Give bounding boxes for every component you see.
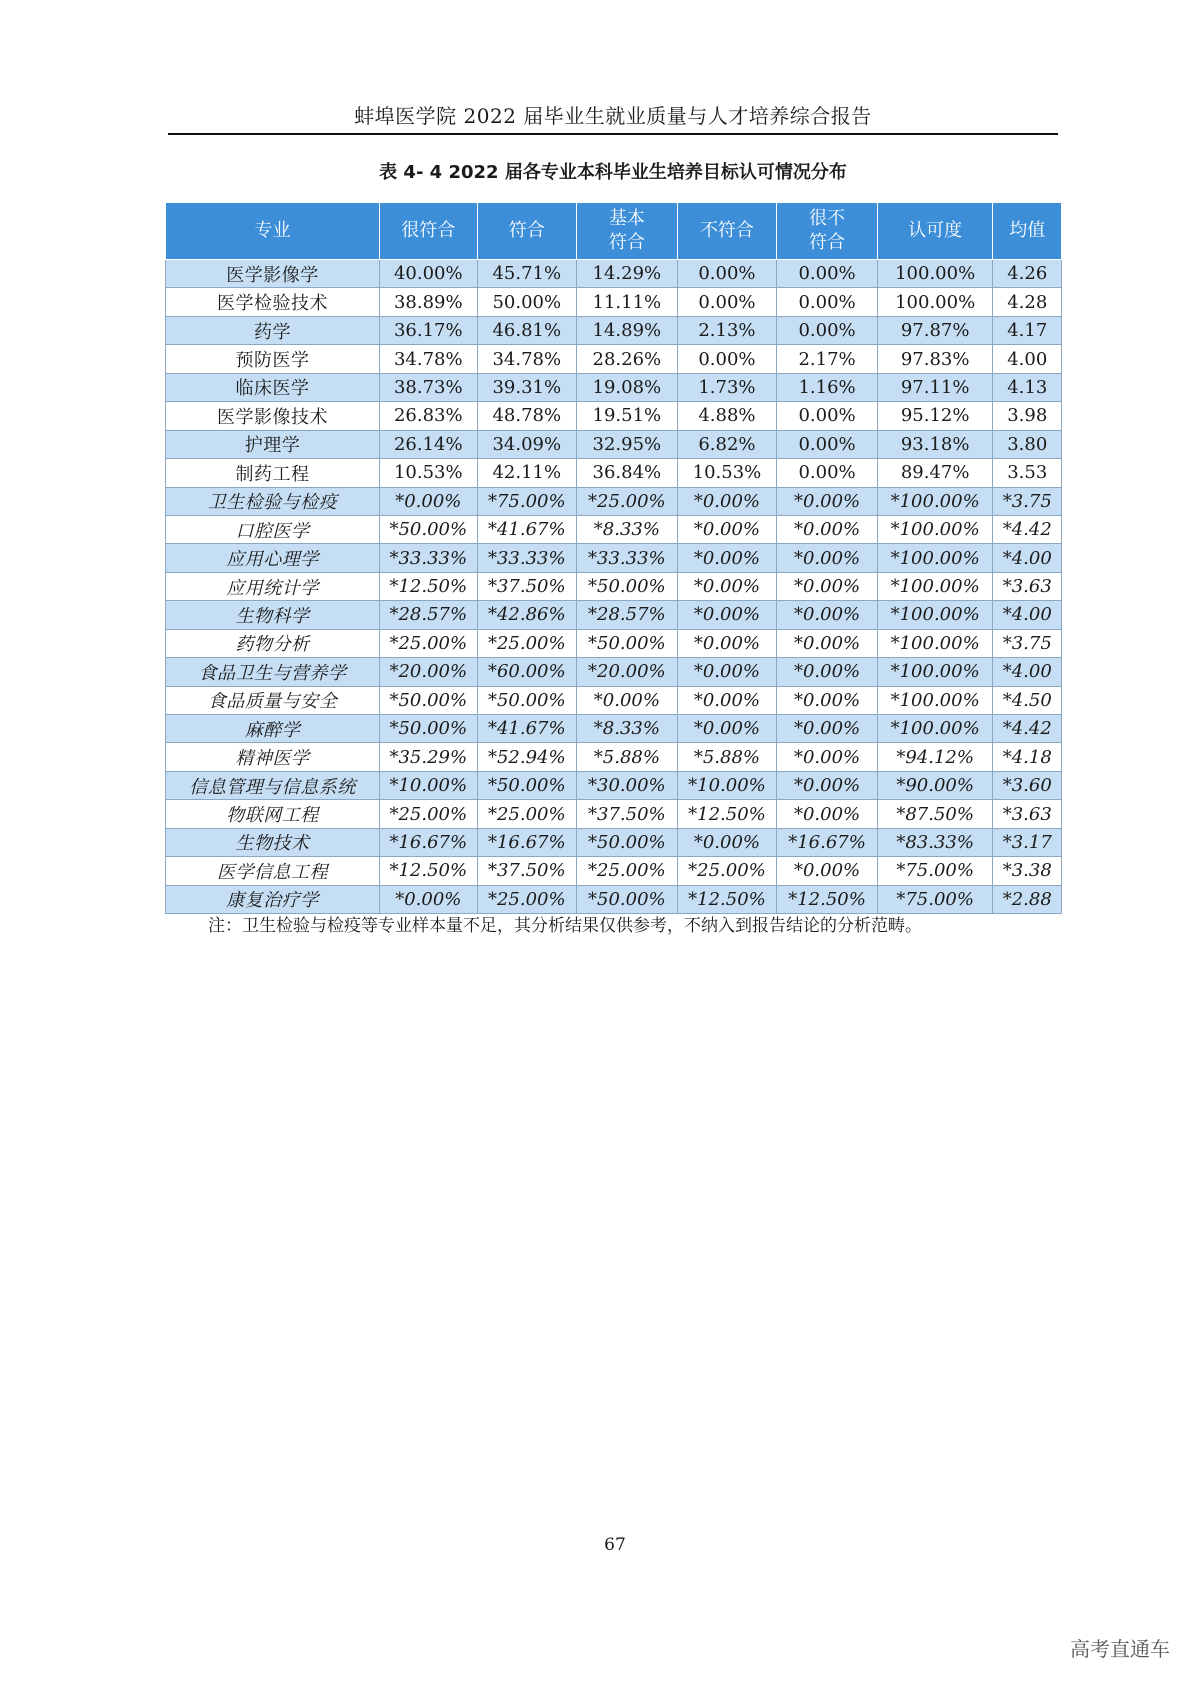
not-match-cell: *25.00% [677, 857, 777, 885]
very-match-cell: 38.89% [380, 288, 477, 316]
table-row [166, 686, 1062, 714]
match-cell: *16.67% [477, 828, 577, 856]
basic-match-cell: *30.00% [577, 771, 678, 799]
basic-match-cell: *28.57% [577, 601, 678, 629]
match-cell: *25.00% [477, 800, 577, 828]
recognition-cell: 97.87% [877, 316, 993, 344]
match-cell: *37.50% [477, 572, 577, 600]
recognition-cell: *100.00% [877, 658, 993, 686]
page-header: 蚌埠医学院 2022 届毕业生就业质量与人才培养综合报告 [354, 104, 872, 128]
mean-cell: 4.28 [993, 288, 1062, 316]
mean-cell: *3.63 [993, 572, 1062, 600]
not-match-cell: 2.13% [677, 316, 777, 344]
very-match-cell: *25.00% [380, 800, 477, 828]
mean-cell: *3.63 [993, 800, 1062, 828]
not-match-cell: *12.50% [677, 885, 777, 913]
very-match-cell: 40.00% [380, 260, 477, 288]
column-header: 认可度 [877, 203, 993, 260]
recognition-cell: *100.00% [877, 515, 993, 543]
match-cell: 34.09% [477, 430, 577, 458]
not-match-cell: *12.50% [677, 800, 777, 828]
basic-match-cell: *20.00% [577, 658, 678, 686]
mean-cell: *4.00 [993, 544, 1062, 572]
basic-match-cell: *50.00% [577, 828, 678, 856]
very-match-cell: *12.50% [380, 857, 477, 885]
very-match-cell: *12.50% [380, 572, 477, 600]
very-match-cell: *35.29% [380, 743, 477, 771]
basic-match-cell: 14.89% [577, 316, 678, 344]
recognition-cell: *100.00% [877, 572, 993, 600]
table-row [166, 857, 1062, 885]
very-not-match-cell: *0.00% [777, 515, 878, 543]
recognition-cell: 100.00% [877, 288, 993, 316]
very-not-match-cell: 0.00% [777, 459, 878, 487]
very-match-cell: *50.00% [380, 715, 477, 743]
recognition-cell: *100.00% [877, 629, 993, 657]
match-cell: *52.94% [477, 743, 577, 771]
very-not-match-cell: 0.00% [777, 402, 878, 430]
major-cell: 信息管理与信息系统 [166, 771, 380, 799]
not-match-cell: 10.53% [677, 459, 777, 487]
major-cell: 生物技术 [166, 828, 380, 856]
not-match-cell: *0.00% [677, 572, 777, 600]
recognition-cell: *75.00% [877, 857, 993, 885]
very-not-match-cell: *0.00% [777, 715, 878, 743]
not-match-cell: *0.00% [677, 544, 777, 572]
major-cell: 康复治疗学 [166, 885, 380, 913]
recognition-cell: 97.83% [877, 345, 993, 373]
not-match-cell: 4.88% [677, 402, 777, 430]
table-row [166, 430, 1062, 458]
mean-cell: *3.75 [993, 487, 1062, 515]
major-cell: 医学信息工程 [166, 857, 380, 885]
very-not-match-cell: *0.00% [777, 629, 878, 657]
match-cell: 45.71% [477, 260, 577, 288]
table-header-row [166, 203, 1062, 260]
column-header: 均值 [993, 203, 1062, 260]
major-cell: 医学影像学 [166, 260, 380, 288]
table-row [166, 515, 1062, 543]
mean-cell: *3.75 [993, 629, 1062, 657]
table-row [166, 459, 1062, 487]
table-row [166, 402, 1062, 430]
table-row [166, 345, 1062, 373]
basic-match-cell: *25.00% [577, 487, 678, 515]
mean-cell: *4.50 [993, 686, 1062, 714]
match-cell: *50.00% [477, 771, 577, 799]
not-match-cell: *0.00% [677, 715, 777, 743]
major-cell: 应用统计学 [166, 572, 380, 600]
very-not-match-cell: *0.00% [777, 487, 878, 515]
table-footnote: 注：卫生检验与检疫等专业样本量不足，其分析结果仅供参考，不纳入到报告结论的分析范畴。 [208, 916, 922, 936]
match-cell: 34.78% [477, 345, 577, 373]
basic-match-cell: *8.33% [577, 715, 678, 743]
very-match-cell: 26.83% [380, 402, 477, 430]
not-match-cell: 1.73% [677, 373, 777, 401]
recognition-cell: *100.00% [877, 487, 993, 515]
recognition-cell: *90.00% [877, 771, 993, 799]
recognition-cell: *94.12% [877, 743, 993, 771]
not-match-cell: 6.82% [677, 430, 777, 458]
table-row [166, 316, 1062, 344]
major-cell: 食品卫生与营养学 [166, 658, 380, 686]
very-not-match-cell: *0.00% [777, 572, 878, 600]
major-cell: 药物分析 [166, 629, 380, 657]
very-match-cell: 26.14% [380, 430, 477, 458]
mean-cell: *4.42 [993, 715, 1062, 743]
very-not-match-cell: *0.00% [777, 800, 878, 828]
not-match-cell: *0.00% [677, 515, 777, 543]
match-cell: *37.50% [477, 857, 577, 885]
not-match-cell: *5.88% [677, 743, 777, 771]
very-not-match-cell: *0.00% [777, 743, 878, 771]
not-match-cell: *0.00% [677, 601, 777, 629]
column-header: 很不 符合 [777, 203, 878, 260]
basic-match-cell: *5.88% [577, 743, 678, 771]
very-not-match-cell: *16.67% [777, 828, 878, 856]
table-row [166, 601, 1062, 629]
very-not-match-cell: 2.17% [777, 345, 878, 373]
recognition-cell: 95.12% [877, 402, 993, 430]
major-cell: 物联网工程 [166, 800, 380, 828]
very-not-match-cell: *0.00% [777, 771, 878, 799]
basic-match-cell: *33.33% [577, 544, 678, 572]
very-not-match-cell: *0.00% [777, 658, 878, 686]
mean-cell: *4.42 [993, 515, 1062, 543]
basic-match-cell: 14.29% [577, 260, 678, 288]
major-cell: 卫生检验与检疫 [166, 487, 380, 515]
mean-cell: 4.17 [993, 316, 1062, 344]
table-row [166, 629, 1062, 657]
recognition-cell: *100.00% [877, 715, 993, 743]
match-cell: *33.33% [477, 544, 577, 572]
recognition-cell: *100.00% [877, 686, 993, 714]
mean-cell: 4.00 [993, 345, 1062, 373]
basic-match-cell: 11.11% [577, 288, 678, 316]
mean-cell: 3.80 [993, 430, 1062, 458]
very-match-cell: *16.67% [380, 828, 477, 856]
basic-match-cell: *0.00% [577, 686, 678, 714]
major-cell: 药学 [166, 316, 380, 344]
match-cell: *41.67% [477, 515, 577, 543]
major-cell: 生物科学 [166, 601, 380, 629]
basic-match-cell: 32.95% [577, 430, 678, 458]
very-match-cell: 10.53% [380, 459, 477, 487]
not-match-cell: *0.00% [677, 828, 777, 856]
recognition-cell: *100.00% [877, 601, 993, 629]
recognition-cell: 97.11% [877, 373, 993, 401]
recognition-cell: 100.00% [877, 260, 993, 288]
basic-match-cell: 28.26% [577, 345, 678, 373]
header-divider [168, 133, 1058, 135]
very-not-match-cell: *0.00% [777, 857, 878, 885]
very-not-match-cell: *0.00% [777, 686, 878, 714]
watermark: 高考直通车 [1070, 1637, 1170, 1661]
match-cell: *75.00% [477, 487, 577, 515]
table-row [166, 743, 1062, 771]
very-not-match-cell: *12.50% [777, 885, 878, 913]
mean-cell: *2.88 [993, 885, 1062, 913]
column-header: 不符合 [677, 203, 777, 260]
very-match-cell: *10.00% [380, 771, 477, 799]
basic-match-cell: *50.00% [577, 629, 678, 657]
mean-cell: *3.38 [993, 857, 1062, 885]
table-row [166, 487, 1062, 515]
table-row [166, 800, 1062, 828]
recognition-table [165, 202, 1062, 914]
recognition-cell: *100.00% [877, 544, 993, 572]
table-caption: 表 4- 4 2022 届各专业本科毕业生培养目标认可情况分布 [379, 162, 847, 183]
basic-match-cell: *37.50% [577, 800, 678, 828]
recognition-cell: 89.47% [877, 459, 993, 487]
mean-cell: *4.00 [993, 601, 1062, 629]
not-match-cell: 0.00% [677, 288, 777, 316]
table-row [166, 544, 1062, 572]
recognition-cell: *87.50% [877, 800, 993, 828]
table-row [166, 288, 1062, 316]
table-row [166, 828, 1062, 856]
major-cell: 精神医学 [166, 743, 380, 771]
not-match-cell: 0.00% [677, 260, 777, 288]
match-cell: 46.81% [477, 316, 577, 344]
very-match-cell: 38.73% [380, 373, 477, 401]
very-not-match-cell: 0.00% [777, 430, 878, 458]
very-not-match-cell: *0.00% [777, 601, 878, 629]
column-header: 很符合 [380, 203, 477, 260]
very-match-cell: *20.00% [380, 658, 477, 686]
match-cell: *25.00% [477, 629, 577, 657]
very-match-cell: *0.00% [380, 885, 477, 913]
mean-cell: *3.17 [993, 828, 1062, 856]
table-row [166, 771, 1062, 799]
not-match-cell: 0.00% [677, 345, 777, 373]
not-match-cell: *0.00% [677, 658, 777, 686]
match-cell: 42.11% [477, 459, 577, 487]
very-not-match-cell: 0.00% [777, 288, 878, 316]
very-not-match-cell: 0.00% [777, 316, 878, 344]
table-body [166, 260, 1062, 914]
not-match-cell: *0.00% [677, 686, 777, 714]
very-not-match-cell: 0.00% [777, 260, 878, 288]
basic-match-cell: 19.08% [577, 373, 678, 401]
recognition-cell: *83.33% [877, 828, 993, 856]
match-cell: *50.00% [477, 686, 577, 714]
major-cell: 口腔医学 [166, 515, 380, 543]
basic-match-cell: *8.33% [577, 515, 678, 543]
not-match-cell: *10.00% [677, 771, 777, 799]
major-cell: 临床医学 [166, 373, 380, 401]
column-header: 符合 [477, 203, 577, 260]
mean-cell: 3.98 [993, 402, 1062, 430]
very-match-cell: *0.00% [380, 487, 477, 515]
match-cell: 50.00% [477, 288, 577, 316]
match-cell: *41.67% [477, 715, 577, 743]
mean-cell: 4.26 [993, 260, 1062, 288]
basic-match-cell: *25.00% [577, 857, 678, 885]
very-match-cell: *50.00% [380, 515, 477, 543]
table-row [166, 885, 1062, 913]
major-cell: 预防医学 [166, 345, 380, 373]
major-cell: 麻醉学 [166, 715, 380, 743]
mean-cell: *4.00 [993, 658, 1062, 686]
very-not-match-cell: *0.00% [777, 544, 878, 572]
very-match-cell: *25.00% [380, 629, 477, 657]
basic-match-cell: 36.84% [577, 459, 678, 487]
table-row [166, 658, 1062, 686]
page-number: 67 [604, 1535, 626, 1555]
table-row [166, 572, 1062, 600]
basic-match-cell: *50.00% [577, 572, 678, 600]
match-cell: 48.78% [477, 402, 577, 430]
mean-cell: 4.13 [993, 373, 1062, 401]
basic-match-cell: 19.51% [577, 402, 678, 430]
match-cell: *25.00% [477, 885, 577, 913]
very-not-match-cell: 1.16% [777, 373, 878, 401]
very-match-cell: 34.78% [380, 345, 477, 373]
column-header: 专业 [166, 203, 380, 260]
match-cell: 39.31% [477, 373, 577, 401]
major-cell: 医学影像技术 [166, 402, 380, 430]
mean-cell: 3.53 [993, 459, 1062, 487]
major-cell: 食品质量与安全 [166, 686, 380, 714]
major-cell: 护理学 [166, 430, 380, 458]
very-match-cell: 36.17% [380, 316, 477, 344]
major-cell: 应用心理学 [166, 544, 380, 572]
not-match-cell: *0.00% [677, 629, 777, 657]
major-cell: 医学检验技术 [166, 288, 380, 316]
major-cell: 制药工程 [166, 459, 380, 487]
very-match-cell: *33.33% [380, 544, 477, 572]
recognition-cell: 93.18% [877, 430, 993, 458]
basic-match-cell: *50.00% [577, 885, 678, 913]
table-row [166, 715, 1062, 743]
very-match-cell: *50.00% [380, 686, 477, 714]
mean-cell: *3.60 [993, 771, 1062, 799]
mean-cell: *4.18 [993, 743, 1062, 771]
recognition-cell: *75.00% [877, 885, 993, 913]
not-match-cell: *0.00% [677, 487, 777, 515]
match-cell: *60.00% [477, 658, 577, 686]
very-match-cell: *28.57% [380, 601, 477, 629]
table-row [166, 373, 1062, 401]
match-cell: *42.86% [477, 601, 577, 629]
table-row [166, 260, 1062, 288]
column-header: 基本 符合 [577, 203, 678, 260]
